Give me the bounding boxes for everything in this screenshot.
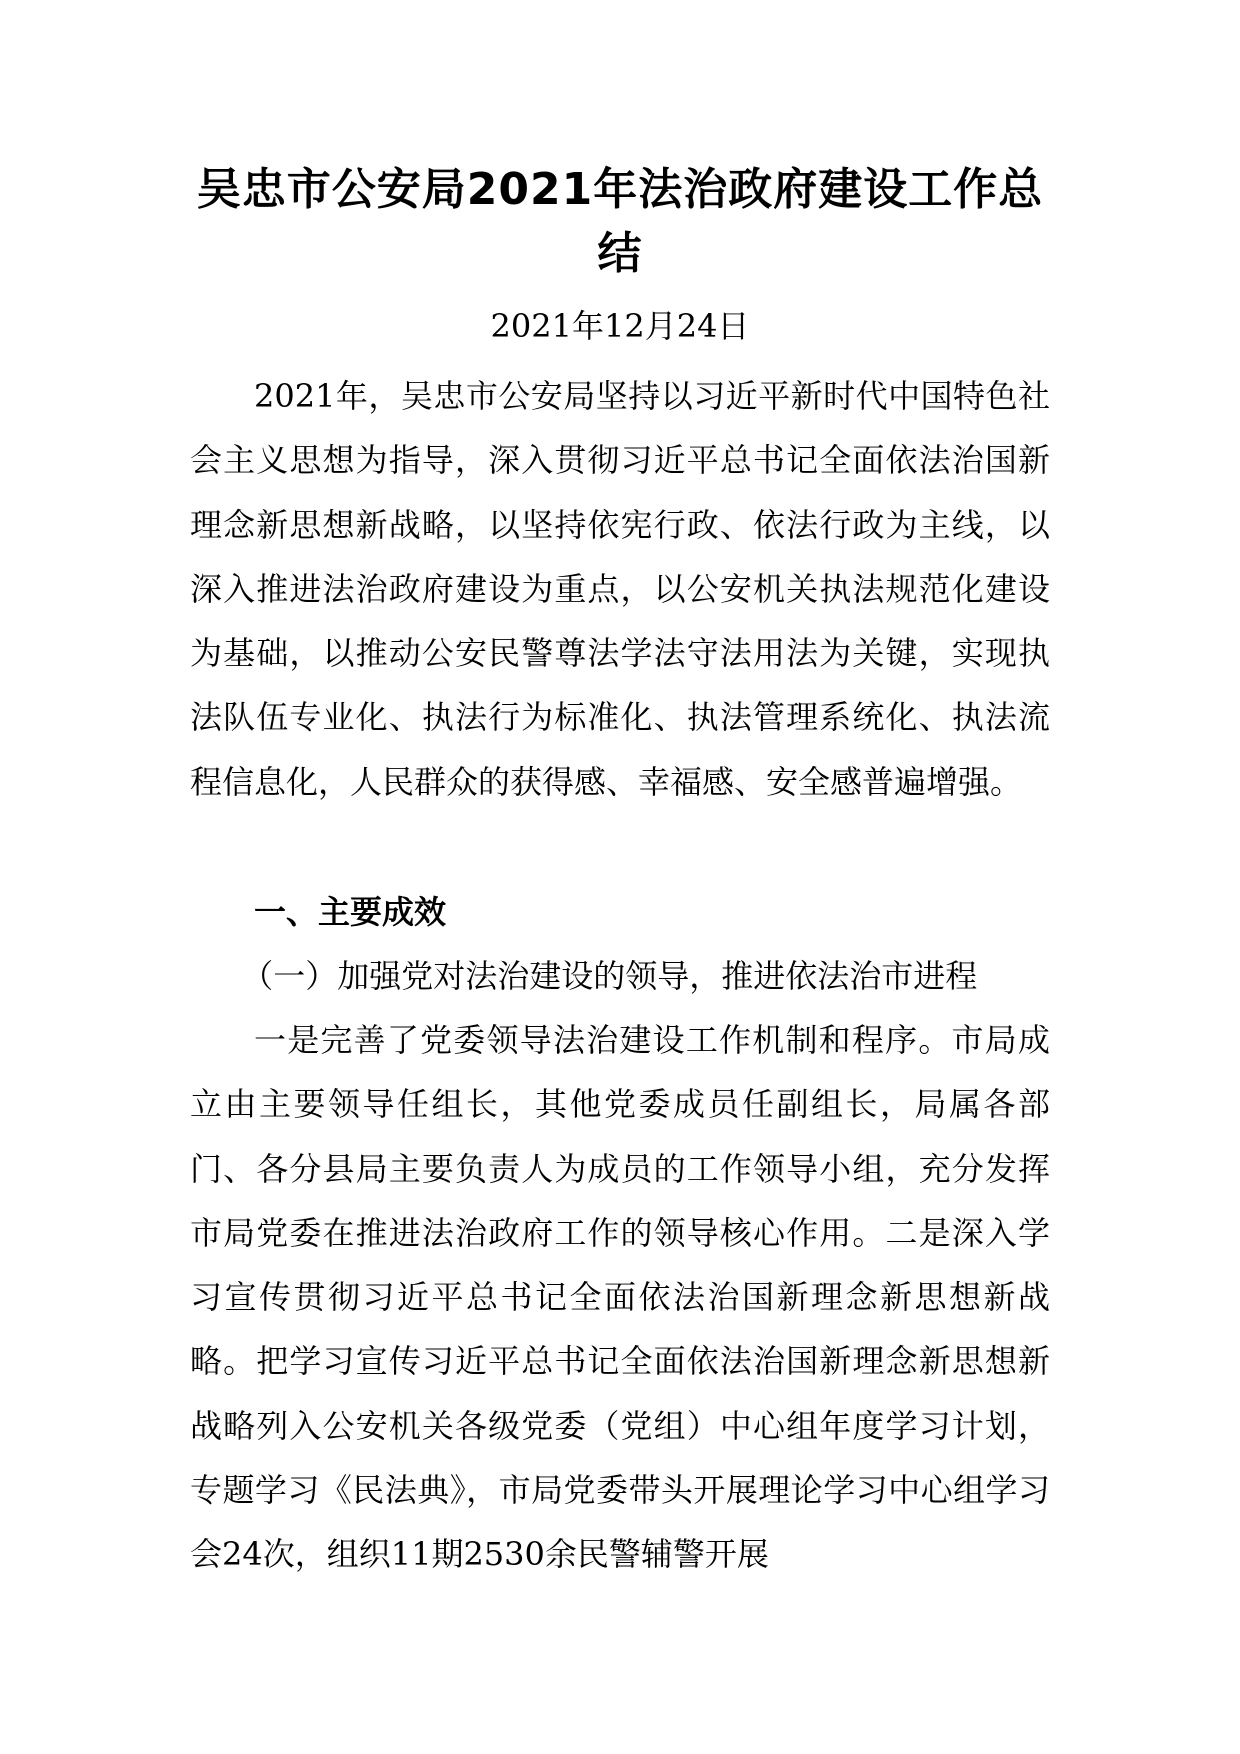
- subsection-heading: （一）加强党对法治建设的领导，推进依法治市进程: [241, 957, 978, 995]
- document-date: 2021年12月24日: [490, 307, 750, 345]
- intro-paragraph-block: [190, 364, 1050, 814]
- section-heading: 一、主要成效: [254, 893, 447, 931]
- body-paragraph: 一是完善了党委领导法治建设工作机制和程序。市局成立由主要领导任组长，其他党委成员任副组长，局属各部门、各分县局主要负责人为成员的工作领导小组，充分发挥市局党委在推进法治政府工作的领导核心作用。二是深入学习宣传贯彻习近平总书记全面依法治国新理念新思想新战略。把学习宣传习近平总书记全面依法治国新理念新思想新战略列入公安机关各级党委（党组）中心组年度学习计划，专题学习《民法典》，市局党委带头开展理论学习中心组学习会24次，组织11期2530余民警辅警开展: [190, 1021, 1050, 1574]
- body-paragraph-block: [190, 1008, 1050, 1587]
- intro-paragraph: 2021年，吴忠市公安局坚持以习近平新时代中国特色社会主义思想为指导，深入贯彻习近平总书记全面依法治国新理念新思想新战略，以坚持依宪行政、依法行政为主线，以深入推进法治政府建设为重点，以公安机关执法规范化建设为基础，以推动公安民警尊法学法守法用法为关键，实现执法队伍专业化、执法行为标准化、执法管理系统化、执法流程信息化，人民群众的获得感、幸福感、安全感普遍增强。: [190, 377, 1050, 801]
- document-title: 吴忠市公安局2021年法治政府建设工作总结: [196, 164, 1044, 279]
